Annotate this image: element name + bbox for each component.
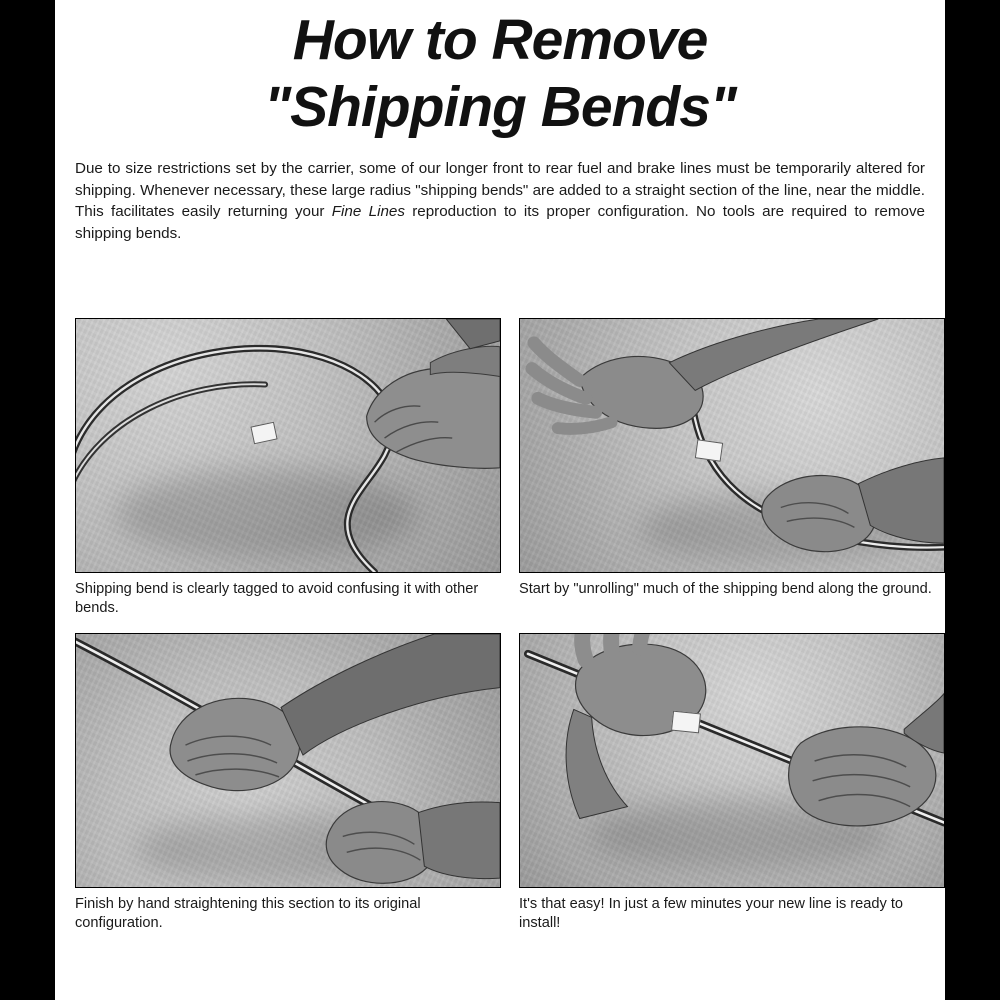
- step-2-shipping-tag: [695, 439, 723, 461]
- photo-row-bottom: [75, 633, 965, 932]
- step-3-lineart: [76, 634, 500, 887]
- step-3-photo: [75, 633, 501, 888]
- step-1-photo: [75, 318, 501, 573]
- step-2-caption: Start by "unrolling" much of the shipping bend along the ground.: [519, 581, 932, 597]
- document-sheet: [55, 0, 945, 1000]
- step-4-cell: [519, 633, 945, 932]
- title-line-2: "Shipping Bends": [264, 75, 736, 139]
- step-3-caption: Finish by hand straightening this section to its original configuration.: [75, 896, 421, 932]
- step-4-shipping-tag: [671, 711, 701, 734]
- step-4-caption: It's that easy! In just a few minutes your new line is ready to install!: [519, 896, 904, 932]
- step-1-cell: [75, 318, 501, 617]
- step-3-cell: [75, 633, 501, 932]
- step-2-photo: [519, 318, 945, 573]
- intro-emphasis: Fine Lines: [331, 203, 405, 221]
- title-line-1: How to Remove: [292, 8, 708, 72]
- photo-row-top: [75, 318, 965, 617]
- step-4-photo: [519, 633, 945, 888]
- step-1-caption: Shipping bend is clearly tagged to avoid confusing it with other bends.: [75, 581, 479, 616]
- step-4-lineart: [520, 634, 944, 887]
- intro-paragraph: [75, 158, 925, 244]
- intro-text-part-1: Due to size restrictions set by the carrier, some of our longer front to rear fuel and brake lines must be temporarily altered for shipping. Whenever necessary, these large radius "shipping bends" are added to a straight section of the line, near the middle. This facilitates easily returning your: [75, 160, 925, 221]
- photo-grid: [75, 318, 965, 933]
- step-2-cell: [519, 318, 945, 617]
- page-title: [55, 0, 945, 139]
- step-2-lineart: [520, 319, 944, 572]
- step-1-lineart: [76, 319, 500, 572]
- intro-text-part-2: reproduction to its proper configuration. No tools are required to remove shipping bends.: [75, 203, 925, 242]
